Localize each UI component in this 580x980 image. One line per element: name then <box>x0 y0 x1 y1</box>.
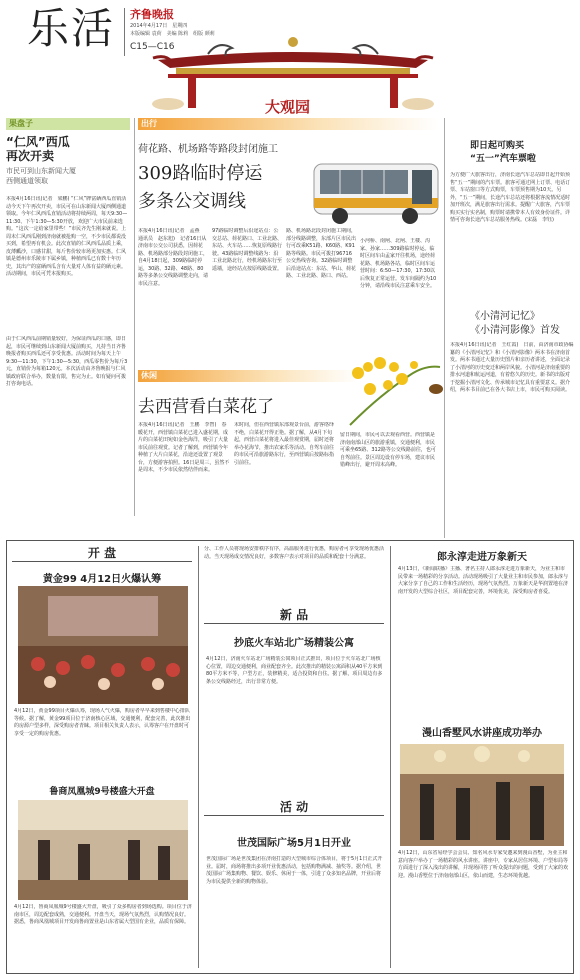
leisure-body-2: 末时间，但在西营镇东部观景台前，游客络绎不绝，白菜花开得正艳。据了解，从4月下旬起，西营白菜花将进入最佳观赏期，届时还将举办花海节，推出农家乐等活动。自驾车前往的市民可沿旅游路东行，至西营镇后按路标指引前往。 <box>234 422 334 466</box>
banner-title: 大观园 <box>265 98 311 116</box>
travel-headline: 309路临时停运 多条公交调线 <box>138 163 263 212</box>
section-tag-leisure: 休闲 <box>138 370 358 382</box>
ad-col1-header: 开 盘 <box>12 546 192 562</box>
leisure-headline: 去西营看白菜花了 <box>138 397 274 417</box>
ad-col3-title-2: 漫山香墅风水讲座成功举办 <box>422 728 542 739</box>
right-headline: 即日起可购买 “五一”汽车票啦 <box>470 141 536 164</box>
ad-col2-title: 抄底火车站北广场精装公寓 <box>234 638 354 649</box>
ad-col1-photo-2 <box>18 800 188 900</box>
masthead-divider <box>124 8 125 56</box>
left-headline: “仁风”西瓜 再次开卖 <box>6 135 70 163</box>
ad-col2-body: 4月12日，济南火车站北广场精装公寓项目正式推出，项目位于火车站北广场核心位置，周边交通便利，商业配套齐全。此次推出的精装公寓面积从40平方米到80平方米不等，户型方正，装修精美，适合投资和自住。据了解，项目周边有多条公交线路经过，出行非常方便。 <box>206 656 383 685</box>
left-subhead: 市民可到山东新闻大厦 西侧通道领取 <box>6 167 76 185</box>
right-body: 为方便广大旅客出行，济南长途汽车总站即日起开始预售“五一”期间的汽车票。旅客可通过网上订票、电话订票、车站窗口等方式购票，车票预售期为10天。另外，“五一”期间，长途汽车总站还将根据客流情况适时加开班次，满足旅客出行需求。提醒广大旅客，汽车票购买实行实名制，购票时请携带本人有效身份证件。详情可咨询长途汽车总站服务热线。(宋磊 李钰) <box>450 172 571 223</box>
ad-col1-title: 黄金99 4月12日火爆认筹 <box>42 574 162 585</box>
ad-col2-body-2: 世茂国际广场是世茂集团在济南打造的大型城市综合体项目，将于5月1日正式开业。届时，商场将推出多项开业优惠活动，包括购物满减、抽奖等。据介绍，世茂国际广场集购物、餐饮、娱乐、休闲于一体，引进了众多知名品牌，开业后将为市民提供全新的购物体验。 <box>206 856 383 885</box>
ad-divider-1 <box>198 546 199 968</box>
date-line: 2014年4月17日 星期四 <box>130 23 188 29</box>
ad-col1-body-2: 4月12日，鲁商凤凰城9号楼盛大开盘，吸引了众多购房者到场选购。项目位于济南市区，周边配套成熟，交通便利。开盘当天，现场气氛热烈，认购情况良好。据悉，鲁商凤凰城项目开发商鲁商置业是山东省属大型国有企业，品质有保障。 <box>14 904 192 925</box>
ad-col2-title-2: 世茂国际广场5月1日开业 <box>237 838 351 849</box>
page-numbers: C15—C16 <box>130 42 175 52</box>
travel-kicker: 荷花路、机场路等路段封闭施工 <box>138 144 278 155</box>
section-tag-travel: 出行 <box>138 118 438 130</box>
right-headline-2: 《小清河记忆》 《小清河影像》首发 <box>470 311 560 336</box>
column-divider-right <box>444 118 445 538</box>
leisure-body-1: 本报4月16日讯(记者 王鹏 李智) 春暖花开，西营镇白菜花已进入盛花期，成片的白菜花田宛如金色海洋，吸引了大量市民前往观赏。记者了解到，西营镇今年种植了大片白菜花，沿途还设置了观景台，方便游客拍照。16日是周三，虽然不是周末，不少市民依然结伴而来。 <box>138 422 230 473</box>
right-body-2: 本报4月16日讯(记者 王红霞) 日前，由济南市政协编纂的《小清河记忆》和《小清河影像》两本书在济南首发。两本书通过大量历史图片和亲历者讲述，全面记录了小清河的历史变迁和两岸风貌。小清河是济南重要的排水河道和航运河道，有着悠久的历史。新书的出版对于挖掘小清河文化、传承城市记忆具有重要意义。据介绍，两本书目前已在各大书店上市，市民可购买阅读。 <box>450 342 574 393</box>
editors-line: 本版编辑 袁荷 美编 陈莉 组版 颜莉 <box>130 31 215 37</box>
ad-col3-body-2: 4月12日，山东省易经学会会员、知名风水专家受邀来到漫山香墅，为业主和意向客户举办了一场精彩的风水讲座。讲座中，专家从居住环境、户型布局等方面进行了深入浅出的讲解，并现场回答了听众提出的问题，受到了大家的欢迎。漫山香墅位于济南南部山区，依山而建，生态环境优越。 <box>398 850 568 879</box>
paper-name: 齐鲁晚报 <box>130 8 174 21</box>
travel-body-4: 小河桥、南闸、北闸、王楼、沟家、孙家……309路临时停运。临时区间车由孟家开往机场，途经荷花路、机场路各站，临时区间车运营时间：6:50—17:30，17:30以后恢复正常运营。发车间隔约为10分钟，请沿线市民注意乘车安全。 <box>360 238 437 289</box>
ad-divider-2 <box>390 546 391 968</box>
travel-body-3: 路、机场路北段封闭施工期间，部分线路调整，东部片区市民出行可改乘K51路、K60路、K91路等线路。市民可拨打96716公交热线咨询。32路临时调整后沿途站点：东站、华山、荷花路、工业北路、路口、西站。 <box>286 228 356 279</box>
section-tag-left: 果盘子 <box>6 118 130 130</box>
travel-body-1: 本报4月16日讯(记者 孟燕 通讯员 赵东旭) 记者16日从济南市公交公司获悉，因荷花路、机场路部分路段封闭施工，自4月18日起，309路临时停运，30路、32路、48路、80路等多条公交线路调整走向，请市民注意。 <box>138 228 208 287</box>
ad-col2-header-2: 活 动 <box>204 800 384 816</box>
column-divider-left <box>134 118 135 516</box>
ad-col2-header: 新 品 <box>204 608 384 624</box>
ad-col2-top-body: 分、工作人员将现场安排秩序有序，高温服务进行优惠，购房者可享受现场优惠活动。当天现场成交情况良好，多数客户表示对项目的品质和配套十分满意。 <box>204 546 384 560</box>
ad-col3-title: 郎永淳走进万象新天 <box>437 552 527 563</box>
travel-body-2: 97路临时调整后沿途站点：公交总站、荷花路口、工业北路、东站、火车站……恢复原线路行驶。43路临时调整线路为：沿工业北路北行，经机场路东行至遥墙，途经站点按原线路设置。 <box>212 228 282 272</box>
ad-col1-photo <box>18 586 188 704</box>
section-title: 乐活 <box>27 4 116 53</box>
ad-col1-body: 4月12日，黄金99项目火爆认筹，现场人气火爆，购房者早早来到售楼中心排队等候。据了解，黄金99项目位于济南核心区域，交通便利，配套完善，此次推出的房源户型多样，深受购房者青睐。项目相关负责人表示，认筹客户在开盘时可享受一定的购房优惠。 <box>14 708 191 737</box>
ad-col3-body: 4月13日，《新闻联播》主播、著名主持人郎永淳走进万象新天，为业主和市民带来一场精彩的分享活动。活动现场吸引了大量业主和市民参加，郎永淳与大家分享了自己的工作和生活经历，现场气氛热烈。万象新天是华润置地在济南开发的大型综合社区，项目配套完善，环境优美，深受购房者喜爱。 <box>398 566 568 595</box>
ad-col3-photo <box>400 744 564 846</box>
leisure-body-3: 留日期间，市民可以去观看西营。西营镇是济南南部山区的旅游重镇，交通便利，市民可乘坐65路、312路等公交线路前往，也可自驾前往。景区周边设有停车场，建议市民错峰出行，避开周末高峰。 <box>340 432 436 468</box>
left-body-2: 由于仁风西瓜前期销量较好，为保证西瓜的口感，即日起，市民可继续到山东新闻大厦前购买，凡持当日齐鲁晚报者购买西瓜还可享受优惠。活动时间为每天上午9:30—11:30，下午1:30—5:30，西瓜零售价为每斤3元，直销价为每箱120元。本次活动由齐鲁晚报与仁风镇政府联合举办，数量有限，售完为止。如有疑问可拨打咨询电话。 <box>6 336 128 387</box>
left-body: 本报4月16日讯(记者 梁鹏) “仁风”牌富硒西瓜直销活动今天下午再次开卖，市民可在山东新闻大厦西侧通道领取。今年仁风西瓜直销活动将持续两周，每天9:30—11:30、下午1:30—5:30开放，欢迎广大市民前来选购。“这次一定给家里带些！”市民齐先生刚来就说。上周末仁风西瓜刚到济南就被抢购一空，不少市民都说没买到，希望再有机会。此次直销的仁风西瓜品质上乘，皮薄瓤沙，口感甘甜，每斤售价较市场更加实惠。仁风镇是德州市乐陵市下属乡镇，种植西瓜已有数十年历史，其出产的富硒西瓜含有大量对人体有益的硒元素。活动期间，市民可凭本报购买。 <box>6 196 128 277</box>
flower-photo <box>340 345 450 430</box>
ad-col1-title-2: 鲁商凤凰城9号楼盛大开盘 <box>49 787 155 797</box>
bus-photo <box>310 150 442 234</box>
